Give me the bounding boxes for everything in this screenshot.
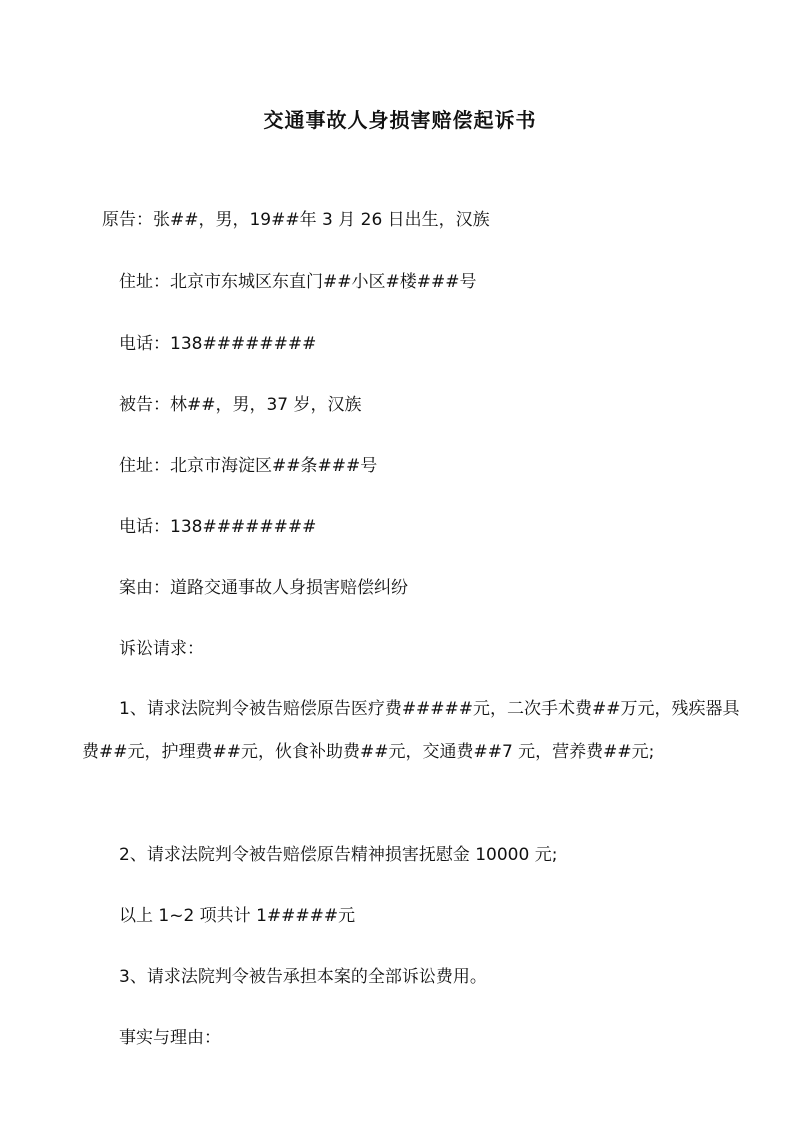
facts-heading: 事实与理由： [119,1028,221,1048]
claims-heading: 诉讼请求： [119,639,204,659]
claim-item-2: 2、请求法院判令被告赔偿原告精神损害抚慰金 10000 元; [119,845,558,865]
case-cause: 案由：道路交通事故人身损害赔偿纠纷 [119,578,408,598]
plaintiff-phone: 电话：138######## [119,334,317,354]
plaintiff-address: 住址：北京市东城区东直门##小区#楼###号 [119,272,477,292]
defendant-phone: 电话：138######## [119,517,317,537]
claim-item-1: 1、请求法院判令被告赔偿原告医疗费#####元，二次手术费##万元，残疾器具费##元，护理费##元，伙食补助费##元，交通费##7 元，营养费##元; [82,699,740,762]
claim-item-3: 3、请求法院判令被告承担本案的全部诉讼费用。 [119,967,487,987]
plaintiff-info: 原告：张##，男，19##年 3 月 26 日出生，汉族 [102,210,490,230]
defendant-info: 被告：林##，男，37 岁，汉族 [119,395,362,415]
claims-total: 以上 1~2 项共计 1#####元 [119,906,356,926]
document-title: 交通事故人身损害赔偿起诉书 [263,108,537,132]
defendant-address: 住址：北京市海淀区##条###号 [119,456,378,476]
